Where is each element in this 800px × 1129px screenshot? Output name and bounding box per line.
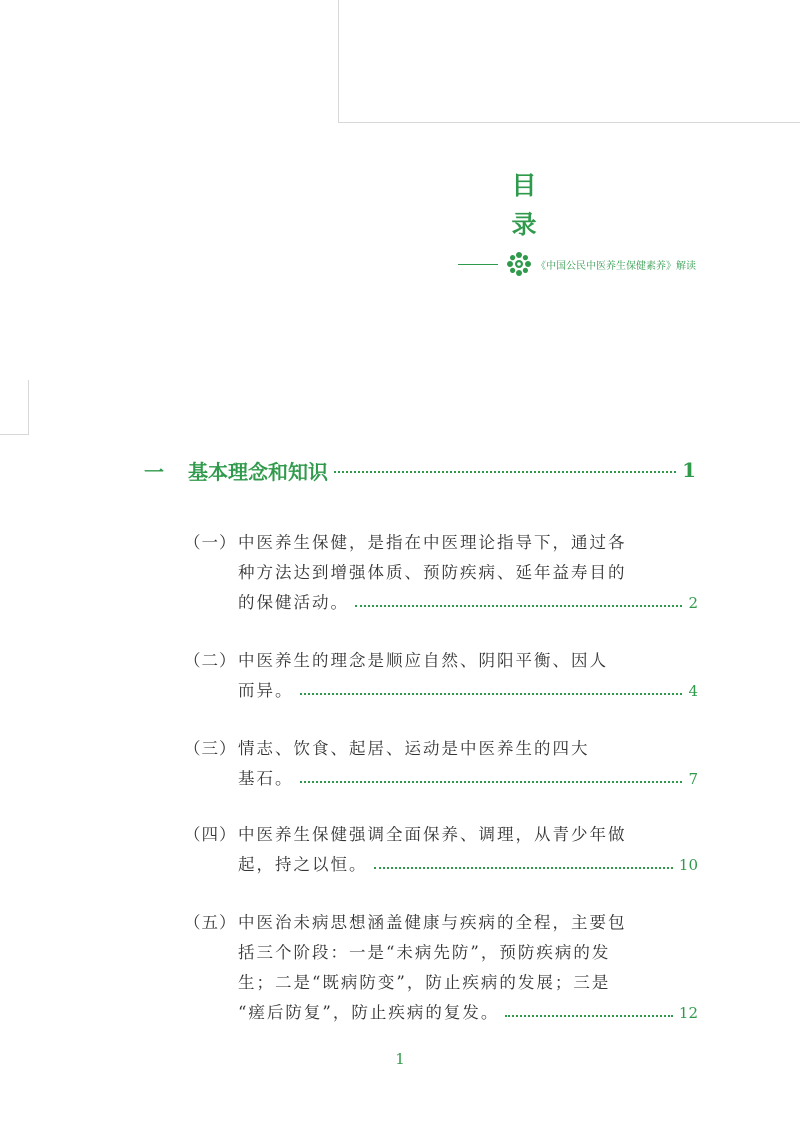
toc-section-1[interactable] (144, 452, 696, 488)
entry-page: 10 (678, 856, 698, 874)
entry-text-line: 的保健活动。 (238, 593, 349, 612)
subtitle-dash (458, 264, 498, 265)
crop-mark-left (0, 380, 29, 435)
entry-text-line: 中医养生保健强调全面保养、调理，从青少年做 (238, 825, 627, 844)
section-page: 1 (682, 458, 696, 482)
entry-page: 2 (688, 594, 698, 612)
entry-text-line: 生；二是“既病防变”，防止疾病的发展；三是 (238, 973, 611, 992)
toc-entry-5[interactable] (184, 908, 698, 1028)
entry-number: （三） (184, 739, 237, 758)
section-title: 基本理念和知识 (188, 459, 328, 484)
section-number: 一 (144, 459, 164, 484)
toc-entry-2[interactable] (184, 646, 698, 706)
leader-dots (505, 1015, 673, 1017)
entry-text-line: 起，持之以恒。 (238, 855, 368, 874)
entry-number: （五） (184, 913, 237, 932)
entry-number: （一） (184, 533, 237, 552)
entry-text-line: 中医养生的理念是顺应自然、阴阳平衡、因人 (238, 651, 608, 670)
leader-dots (374, 867, 673, 869)
entry-text-line: 基石。 (238, 769, 294, 788)
entry-text-line: 而异。 (238, 681, 294, 700)
entry-text-line: 中医养生保健，是指在中医理论指导下，通过各 (238, 533, 627, 552)
toc-entry-3[interactable] (184, 734, 698, 794)
leader-dots (355, 605, 682, 607)
title-char-1: 目 (511, 171, 537, 200)
entry-text-line: 中医治未病思想涵盖健康与疾病的全程，主要包 (238, 913, 627, 932)
entry-page: 4 (688, 682, 698, 700)
flower-ornament-icon (506, 251, 532, 277)
entry-text-line: 种方法达到增强体质、预防疾病、延年益寿目的 (238, 563, 627, 582)
leader-dots (300, 693, 683, 695)
entry-page: 12 (678, 1004, 698, 1022)
entry-page: 7 (688, 770, 698, 788)
crop-mark-top (338, 0, 800, 123)
book-subtitle: 《中国公民中医养生保健素养》解读 (536, 260, 696, 272)
toc-entry-4[interactable] (184, 820, 698, 880)
entry-text-line: 括三个阶段：一是“未病先防”，预防疾病的发 (238, 943, 611, 962)
page-number: 1 (395, 1050, 405, 1068)
toc-entry-1[interactable] (184, 528, 698, 618)
title-char-2: 录 (511, 210, 537, 239)
leader-dots (300, 781, 683, 783)
entry-text-line: “瘥后防复”，防止疾病的复发。 (238, 1003, 500, 1022)
entry-text-line: 情志、饮食、起居、运动是中医养生的四大 (238, 739, 590, 758)
entry-number: （二） (184, 651, 237, 670)
entry-number: （四） (184, 825, 237, 844)
subtitle-row (458, 250, 696, 278)
leader-dots (334, 471, 676, 473)
